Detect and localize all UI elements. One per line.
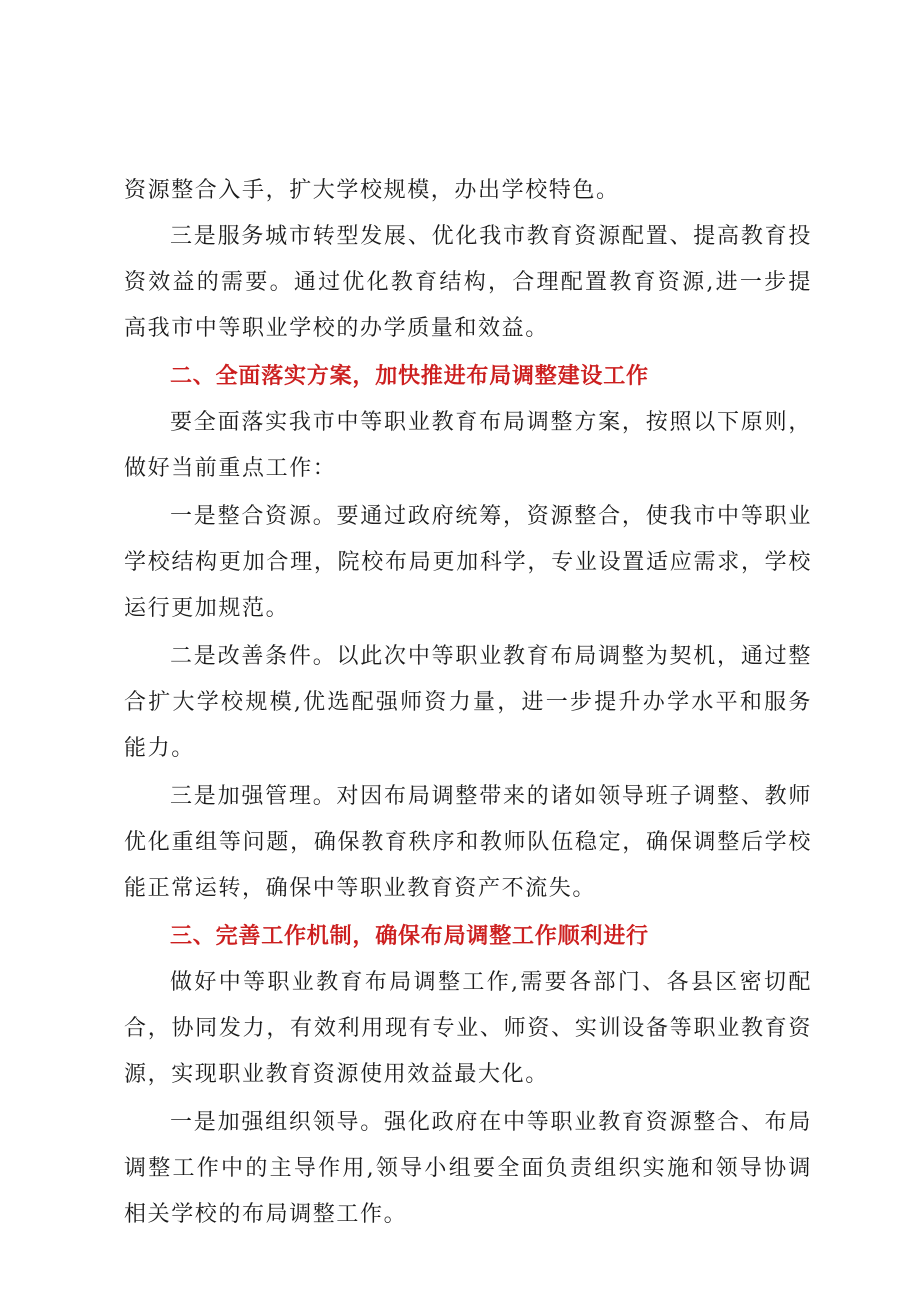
paragraph-work-mechanism: 做好中等职业教育布局调整工作,需要各部门、各县区密切配合，协同发力，有效利用现有专业、师资、实训设备等职业教育资源，实现职业教育资源使用效益最大化。 [124, 970, 812, 1087]
paragraph-implement-plan: 要全面落实我市中等职业教育布局调整方案，按照以下原则，做好当前重点工作： [124, 410, 812, 481]
paragraph-improve-conditions: 二是改善条件。以此次中等职业教育布局调整为契机，通过整合扩大学校规模,优选配强师资力量，进一步提升办学水平和服务能力。 [124, 644, 812, 761]
paragraph-organizational-leadership: 一是加强组织领导。强化政府在中等职业教育资源整合、布局调整工作中的主导作用,领导小组要全面负责组织实施和领导协调相关学校的布局调整工作。 [124, 1110, 812, 1227]
paragraph-strengthen-management: 三是加强管理。对因布局调整带来的诸如领导班子调整、教师优化重组等问题，确保教育秩序和教师队伍稳定，确保调整后学校能正常运转，确保中等职业教育资产不流失。 [124, 784, 812, 901]
document-body [124, 168, 812, 1238]
paragraph-continuation: 资源整合入手，扩大学校规模，办出学校特色。 [124, 178, 620, 203]
paragraph-integrate-resources: 一是整合资源。要通过政府统筹，资源整合，使我市中等职业学校结构更加合理，院校布局更加科学，专业设置适应需求，学校运行更加规范。 [124, 504, 812, 621]
section-heading-two: 二、全面落实方案，加快推进布局调整建设工作 [170, 364, 649, 389]
section-heading-three: 三、完善工作机制，确保布局调整工作顺利进行 [170, 924, 649, 949]
paragraph-point-three-need: 三是服务城市转型发展、优化我市教育资源配置、提高教育投资效益的需要。通过优化教育结构，合理配置教育资源,进一步提高我市中等职业学校的办学质量和效益。 [124, 224, 812, 341]
